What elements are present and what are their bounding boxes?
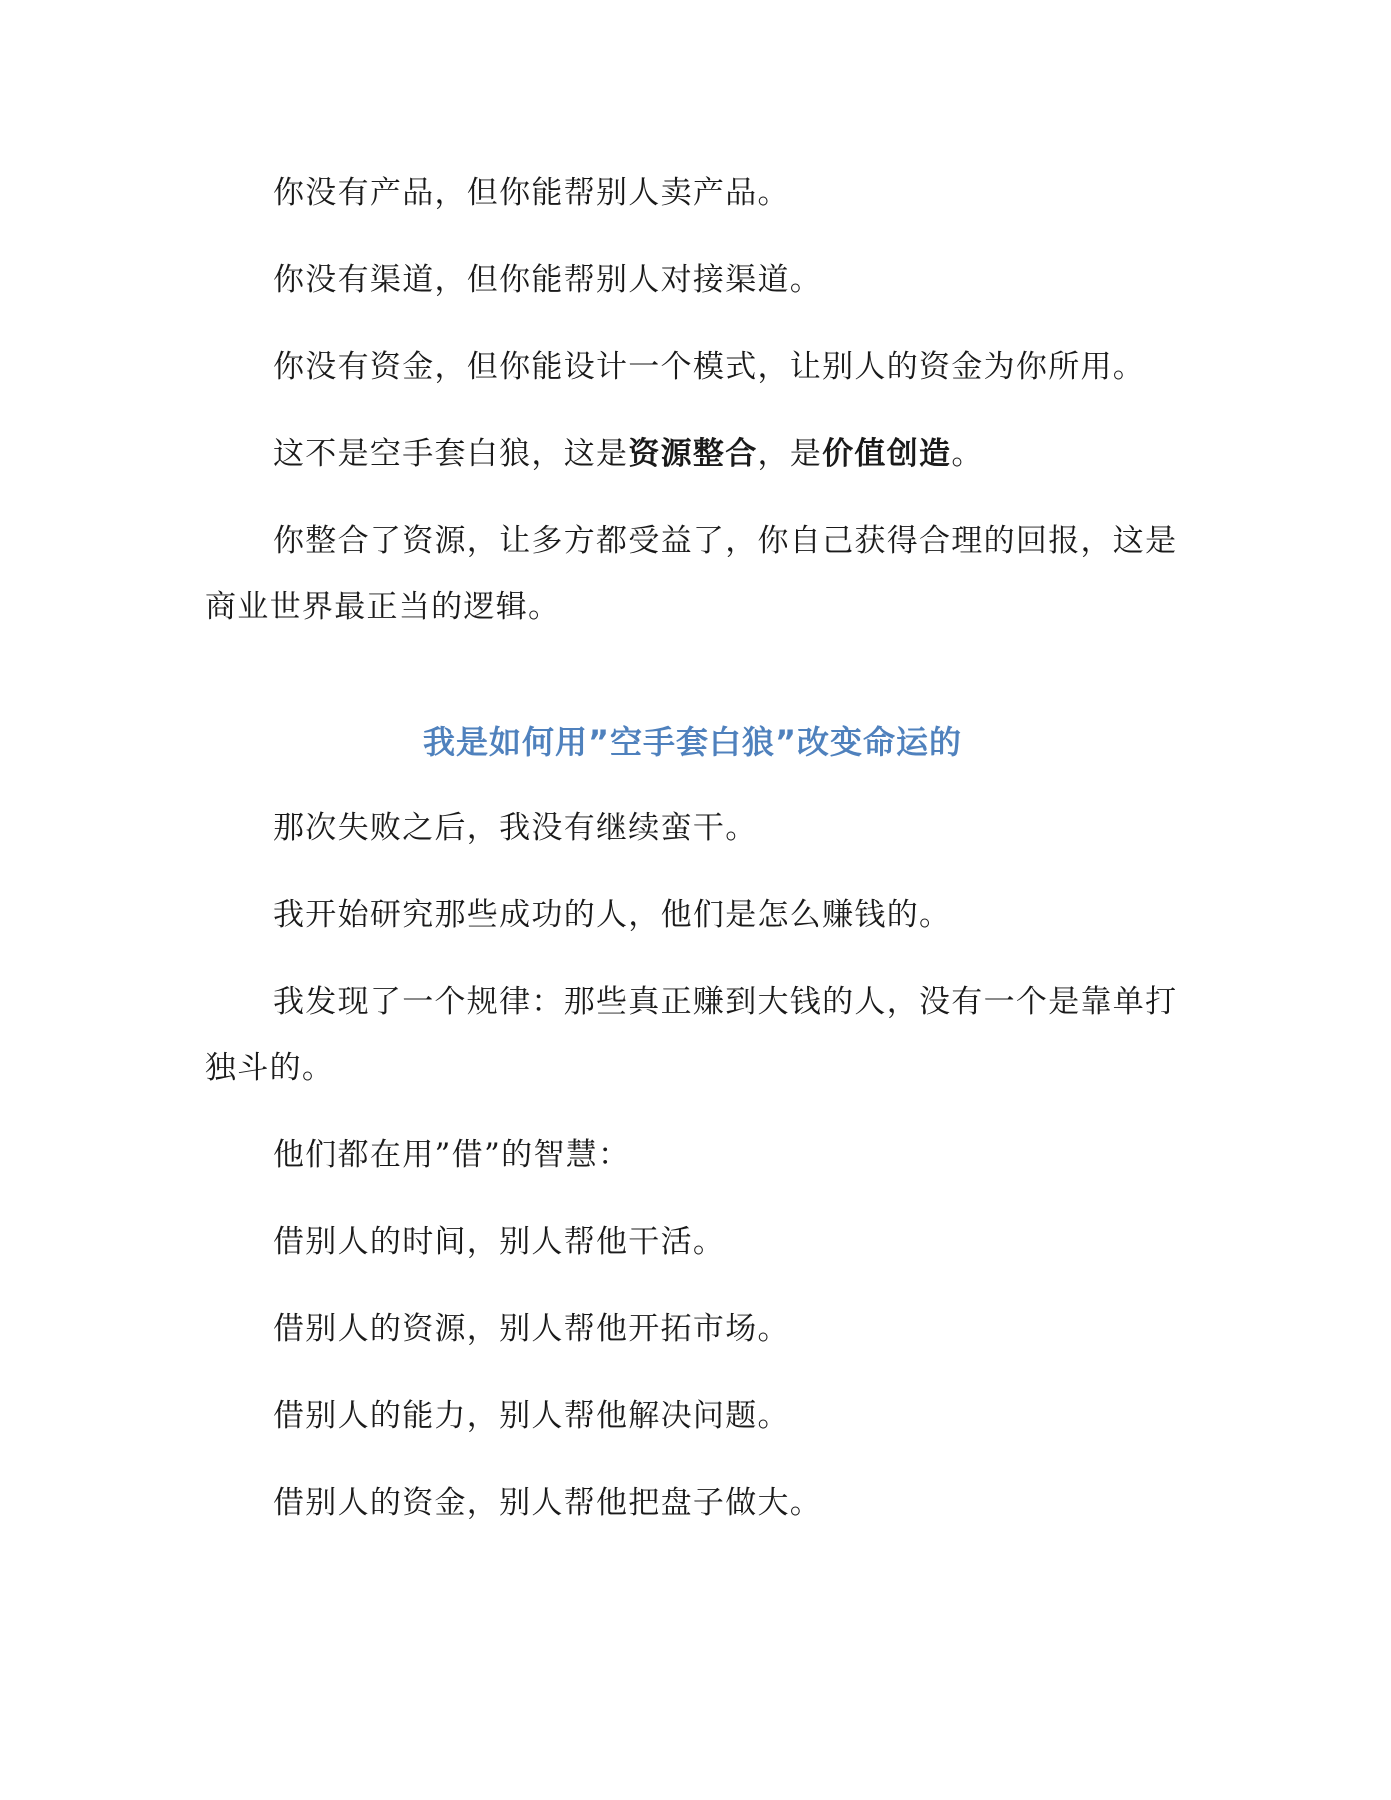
paragraph: 他们都在用”借”的智慧： [273,1137,631,1173]
paragraph: 你整合了资源，让多方都受益了，你自己获得合理的回报，这是商业世界最正当的逻辑。 [205,523,1178,625]
paragraph: 我发现了一个规律：那些真正赚到大钱的人，没有一个是靠单打独斗的。 [205,984,1178,1086]
bold-phrase-resource-integration: 资源整合 [628,436,758,472]
document-body [205,160,1180,1557]
paragraph-text: 这不是空手套白狼，这是 [273,436,629,472]
paragraph: 我开始研究那些成功的人，他们是怎么赚钱的。 [273,897,952,933]
paragraph: 那次失败之后，我没有继续蛮干。 [273,810,758,846]
bold-phrase-value-creation: 价值创造 [822,436,952,472]
paragraph: 你没有产品，但你能帮别人卖产品。 [273,175,790,211]
paragraph-with-emphasis [205,421,1180,487]
paragraph: 你没有资金，但你能设计一个模式，让别人的资金为你所用。 [273,349,1146,385]
paragraph-text: 。 [951,436,984,472]
paragraph: 借别人的能力，别人帮他解决问题。 [273,1398,790,1434]
paragraph: 借别人的资源，别人帮他开拓市场。 [273,1311,790,1347]
paragraph: 借别人的时间，别人帮他干活。 [273,1224,726,1260]
paragraph: 借别人的资金，别人帮他把盘子做大。 [273,1485,823,1521]
paragraph-text: ，是 [757,436,823,472]
section-heading: 我是如何用”空手套白狼”改变命运的 [422,723,963,761]
paragraph: 你没有渠道，但你能帮别人对接渠道。 [273,262,823,298]
